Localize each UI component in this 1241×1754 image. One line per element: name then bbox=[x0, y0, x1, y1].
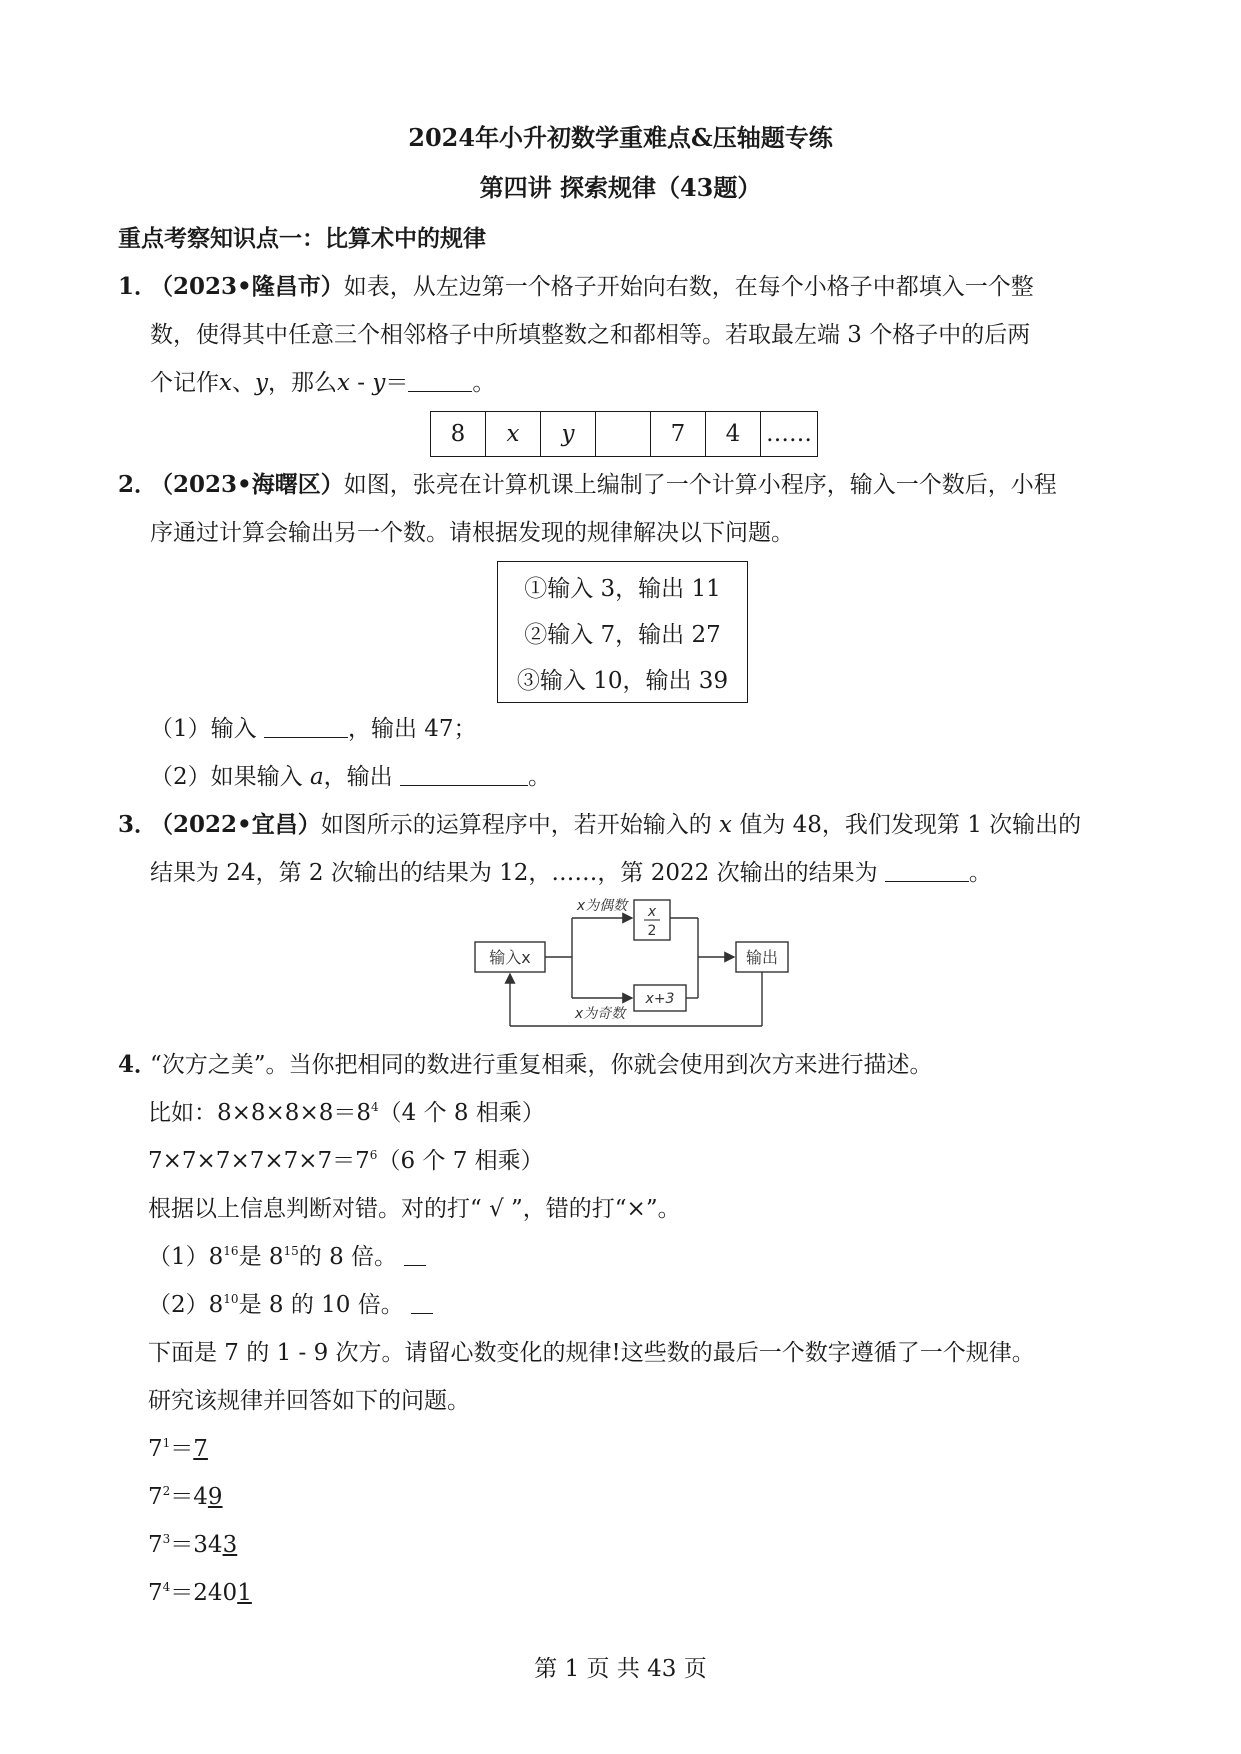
flow-odd-label: x为奇数 bbox=[574, 1006, 626, 1022]
power-eq: ＝ bbox=[170, 1532, 194, 1558]
q4-pattern-line1: 下面是 7 的 1 - 9 次方。请留心数变化的规律!这些数的最后一个数字遵循了一个规律。 bbox=[148, 1340, 1035, 1366]
q1-expr-x: x bbox=[336, 370, 350, 396]
q4-ex1-a: 比如：8×8×8×8＝8 bbox=[148, 1100, 371, 1126]
q2-sub2 bbox=[150, 758, 551, 791]
power-eq: ＝ bbox=[170, 1436, 194, 1462]
power-base: 7 bbox=[148, 1580, 163, 1606]
flow-half-denominator: 2 bbox=[647, 923, 657, 939]
q1-source: （2023•隆昌市） bbox=[150, 273, 344, 300]
q3-line1 bbox=[150, 806, 1081, 839]
q4-power-row bbox=[148, 1574, 252, 1607]
power-last-digit: 1 bbox=[237, 1580, 252, 1606]
q2-line1 bbox=[150, 466, 1057, 499]
q3-flowchart bbox=[472, 898, 802, 1028]
q4-ex1-b: （4 个 8 相乘） bbox=[378, 1100, 545, 1126]
power-last-digit: 7 bbox=[193, 1436, 208, 1462]
q2-sub1-b: ，输出 47； bbox=[347, 716, 477, 742]
q1-number: 1． bbox=[118, 273, 158, 300]
flow-half-numerator: x bbox=[647, 904, 657, 920]
q3-end: 。 bbox=[968, 860, 992, 886]
q2-sub1-a: （1）输入 bbox=[150, 716, 264, 742]
q2-text1: 如图，张亮在计算机课上编制了一个计算小程序，输入一个数后，小程 bbox=[343, 472, 1057, 498]
power-base: 7 bbox=[148, 1436, 163, 1462]
section-heading: 重点考察知识点一：比算术中的规律 bbox=[118, 225, 486, 252]
q1-var-x: x bbox=[219, 370, 232, 396]
q4-ex2-a: 7×7×7×7×7×7＝7 bbox=[148, 1148, 370, 1174]
q1-cell bbox=[596, 412, 651, 457]
q4-pattern-line2: 研究该规律并回答如下的问题。 bbox=[148, 1388, 470, 1414]
q4-number: 4． bbox=[118, 1051, 158, 1078]
q3-answer-blank[interactable] bbox=[885, 861, 969, 882]
q2-sub2-a: （2）如果输入 bbox=[150, 764, 310, 790]
q4-example1 bbox=[148, 1094, 545, 1127]
power-exp: 4 bbox=[162, 1580, 171, 1594]
q3-line2 bbox=[150, 854, 992, 887]
power-value: 240 bbox=[193, 1580, 238, 1606]
q1-eq: ＝ bbox=[385, 370, 409, 396]
q4-intro: “次方之美”。当你把相同的数进行重复相乘，你就会使用到次方来进行描述。 bbox=[150, 1052, 933, 1078]
q1-line1 bbox=[150, 268, 1034, 301]
q4-ex1-sup: 4 bbox=[370, 1100, 379, 1114]
q1-minus: - bbox=[349, 370, 373, 396]
q2-sub1 bbox=[150, 710, 477, 743]
q2-row: ③输入 10，输出 39 bbox=[516, 668, 729, 694]
q4-example2 bbox=[148, 1142, 544, 1175]
power-exp: 1 bbox=[162, 1436, 171, 1450]
q2-row: ①输入 3，输出 11 bbox=[524, 576, 721, 602]
q1-cell: 7 bbox=[651, 412, 706, 457]
q3-number: 3． bbox=[118, 811, 158, 838]
power-base: 7 bbox=[148, 1532, 163, 1558]
q4-ex2-b: （6 个 7 相乘） bbox=[377, 1148, 544, 1174]
flow-even-label: x为偶数 bbox=[576, 898, 628, 914]
q1-expr-y: y bbox=[372, 370, 386, 396]
q4-s1-sup2: 15 bbox=[283, 1244, 299, 1258]
q4-sub1-blank[interactable] bbox=[404, 1245, 426, 1266]
q2-program-box bbox=[497, 561, 748, 703]
q1-line3 bbox=[150, 364, 495, 397]
q2-sub1-blank[interactable] bbox=[264, 717, 348, 738]
q4-sub2 bbox=[148, 1286, 433, 1319]
flow-output-label: 输出 bbox=[745, 948, 779, 967]
power-eq: ＝ bbox=[170, 1484, 194, 1510]
q2-line2: 序通过计算会输出另一个数。请根据发现的规律解决以下问题。 bbox=[150, 520, 794, 546]
q4-s1-a: （1）8 bbox=[148, 1244, 224, 1270]
power-last-digit: 9 bbox=[207, 1484, 223, 1510]
power-eq: ＝ bbox=[170, 1580, 194, 1606]
power-value: 34 bbox=[193, 1532, 223, 1558]
q3-source: （2022•宜昌） bbox=[150, 811, 321, 838]
q1-end: 。 bbox=[472, 370, 496, 396]
q3-text1b: 值为 48，我们发现第 1 次输出的 bbox=[732, 812, 1082, 838]
q1-answer-blank[interactable] bbox=[408, 371, 472, 392]
q4-s1-b: 是 8 bbox=[238, 1244, 284, 1270]
q4-s2-a: （2）8 bbox=[148, 1292, 224, 1318]
page-footer: 第 1 页 共 43 页 bbox=[534, 1656, 707, 1682]
q4-s1-sup1: 16 bbox=[223, 1244, 239, 1258]
page-title: 2024年小升初数学重难点&压轴题专练 bbox=[408, 123, 833, 152]
power-exp: 2 bbox=[162, 1484, 171, 1498]
power-last-digit: 3 bbox=[222, 1532, 238, 1558]
q1-sep: 、 bbox=[231, 370, 255, 396]
q2-sub2-b: ，输出 bbox=[323, 764, 400, 790]
power-base: 7 bbox=[148, 1484, 163, 1510]
lecture-subtitle: 第四讲 探索规律（43题） bbox=[479, 173, 762, 202]
q4-sub1 bbox=[148, 1238, 426, 1271]
q3-text1a: 如图所示的运算程序中，若开始输入的 bbox=[320, 812, 720, 838]
q3-text2: 结果为 24，第 2 次输出的结果为 12，……，第 2022 次输出的结果为 bbox=[150, 860, 885, 886]
q1-cell: x bbox=[486, 412, 541, 457]
q1-line2: 数，使得其中任意三个相邻格子中所填整数之和都相等。若取最左端 3 个格子中的后两 bbox=[150, 322, 1031, 348]
q1-sequence-table bbox=[430, 411, 818, 457]
power-value: 4 bbox=[193, 1484, 208, 1510]
q4-judge: 根据以上信息判断对错。对的打“ √ ”，错的打“×”。 bbox=[148, 1196, 681, 1222]
q2-sub2-var: a bbox=[309, 764, 324, 790]
q4-power-row bbox=[148, 1526, 237, 1559]
q2-sub2-end: 。 bbox=[527, 764, 551, 790]
q1-cell: 8 bbox=[431, 412, 486, 457]
q2-row: ②输入 7，输出 27 bbox=[524, 622, 721, 648]
q2-sub2-blank[interactable] bbox=[400, 765, 528, 786]
q2-source: （2023•海曙区） bbox=[150, 471, 344, 498]
q1-text1: 如表，从左边第一个格子开始向右数，在每个小格子中都填入一个整 bbox=[343, 274, 1034, 300]
q4-s1-c: 的 8 倍。 bbox=[298, 1244, 405, 1270]
q4-power-row bbox=[148, 1478, 223, 1511]
flow-plus3-label: x+3 bbox=[645, 991, 675, 1007]
q1-var-y: y bbox=[254, 370, 268, 396]
q4-power-row bbox=[148, 1430, 208, 1463]
q2-number: 2． bbox=[118, 471, 158, 498]
flow-input-label: 输入x bbox=[489, 948, 531, 967]
q1-cell: y bbox=[541, 412, 596, 457]
q1-text3b: ，那么 bbox=[267, 370, 337, 396]
q4-s2-b: 是 8 的 10 倍。 bbox=[238, 1292, 412, 1318]
q1-text3a: 个记作 bbox=[150, 370, 219, 396]
q3-var-x: x bbox=[719, 812, 733, 838]
q4-sub2-blank[interactable] bbox=[411, 1293, 433, 1314]
q4-ex2-sup: 6 bbox=[369, 1148, 378, 1162]
q1-cell: …… bbox=[761, 412, 818, 457]
q4-s2-sup: 10 bbox=[223, 1292, 239, 1306]
power-exp: 3 bbox=[162, 1532, 171, 1546]
q1-cell: 4 bbox=[706, 412, 761, 457]
